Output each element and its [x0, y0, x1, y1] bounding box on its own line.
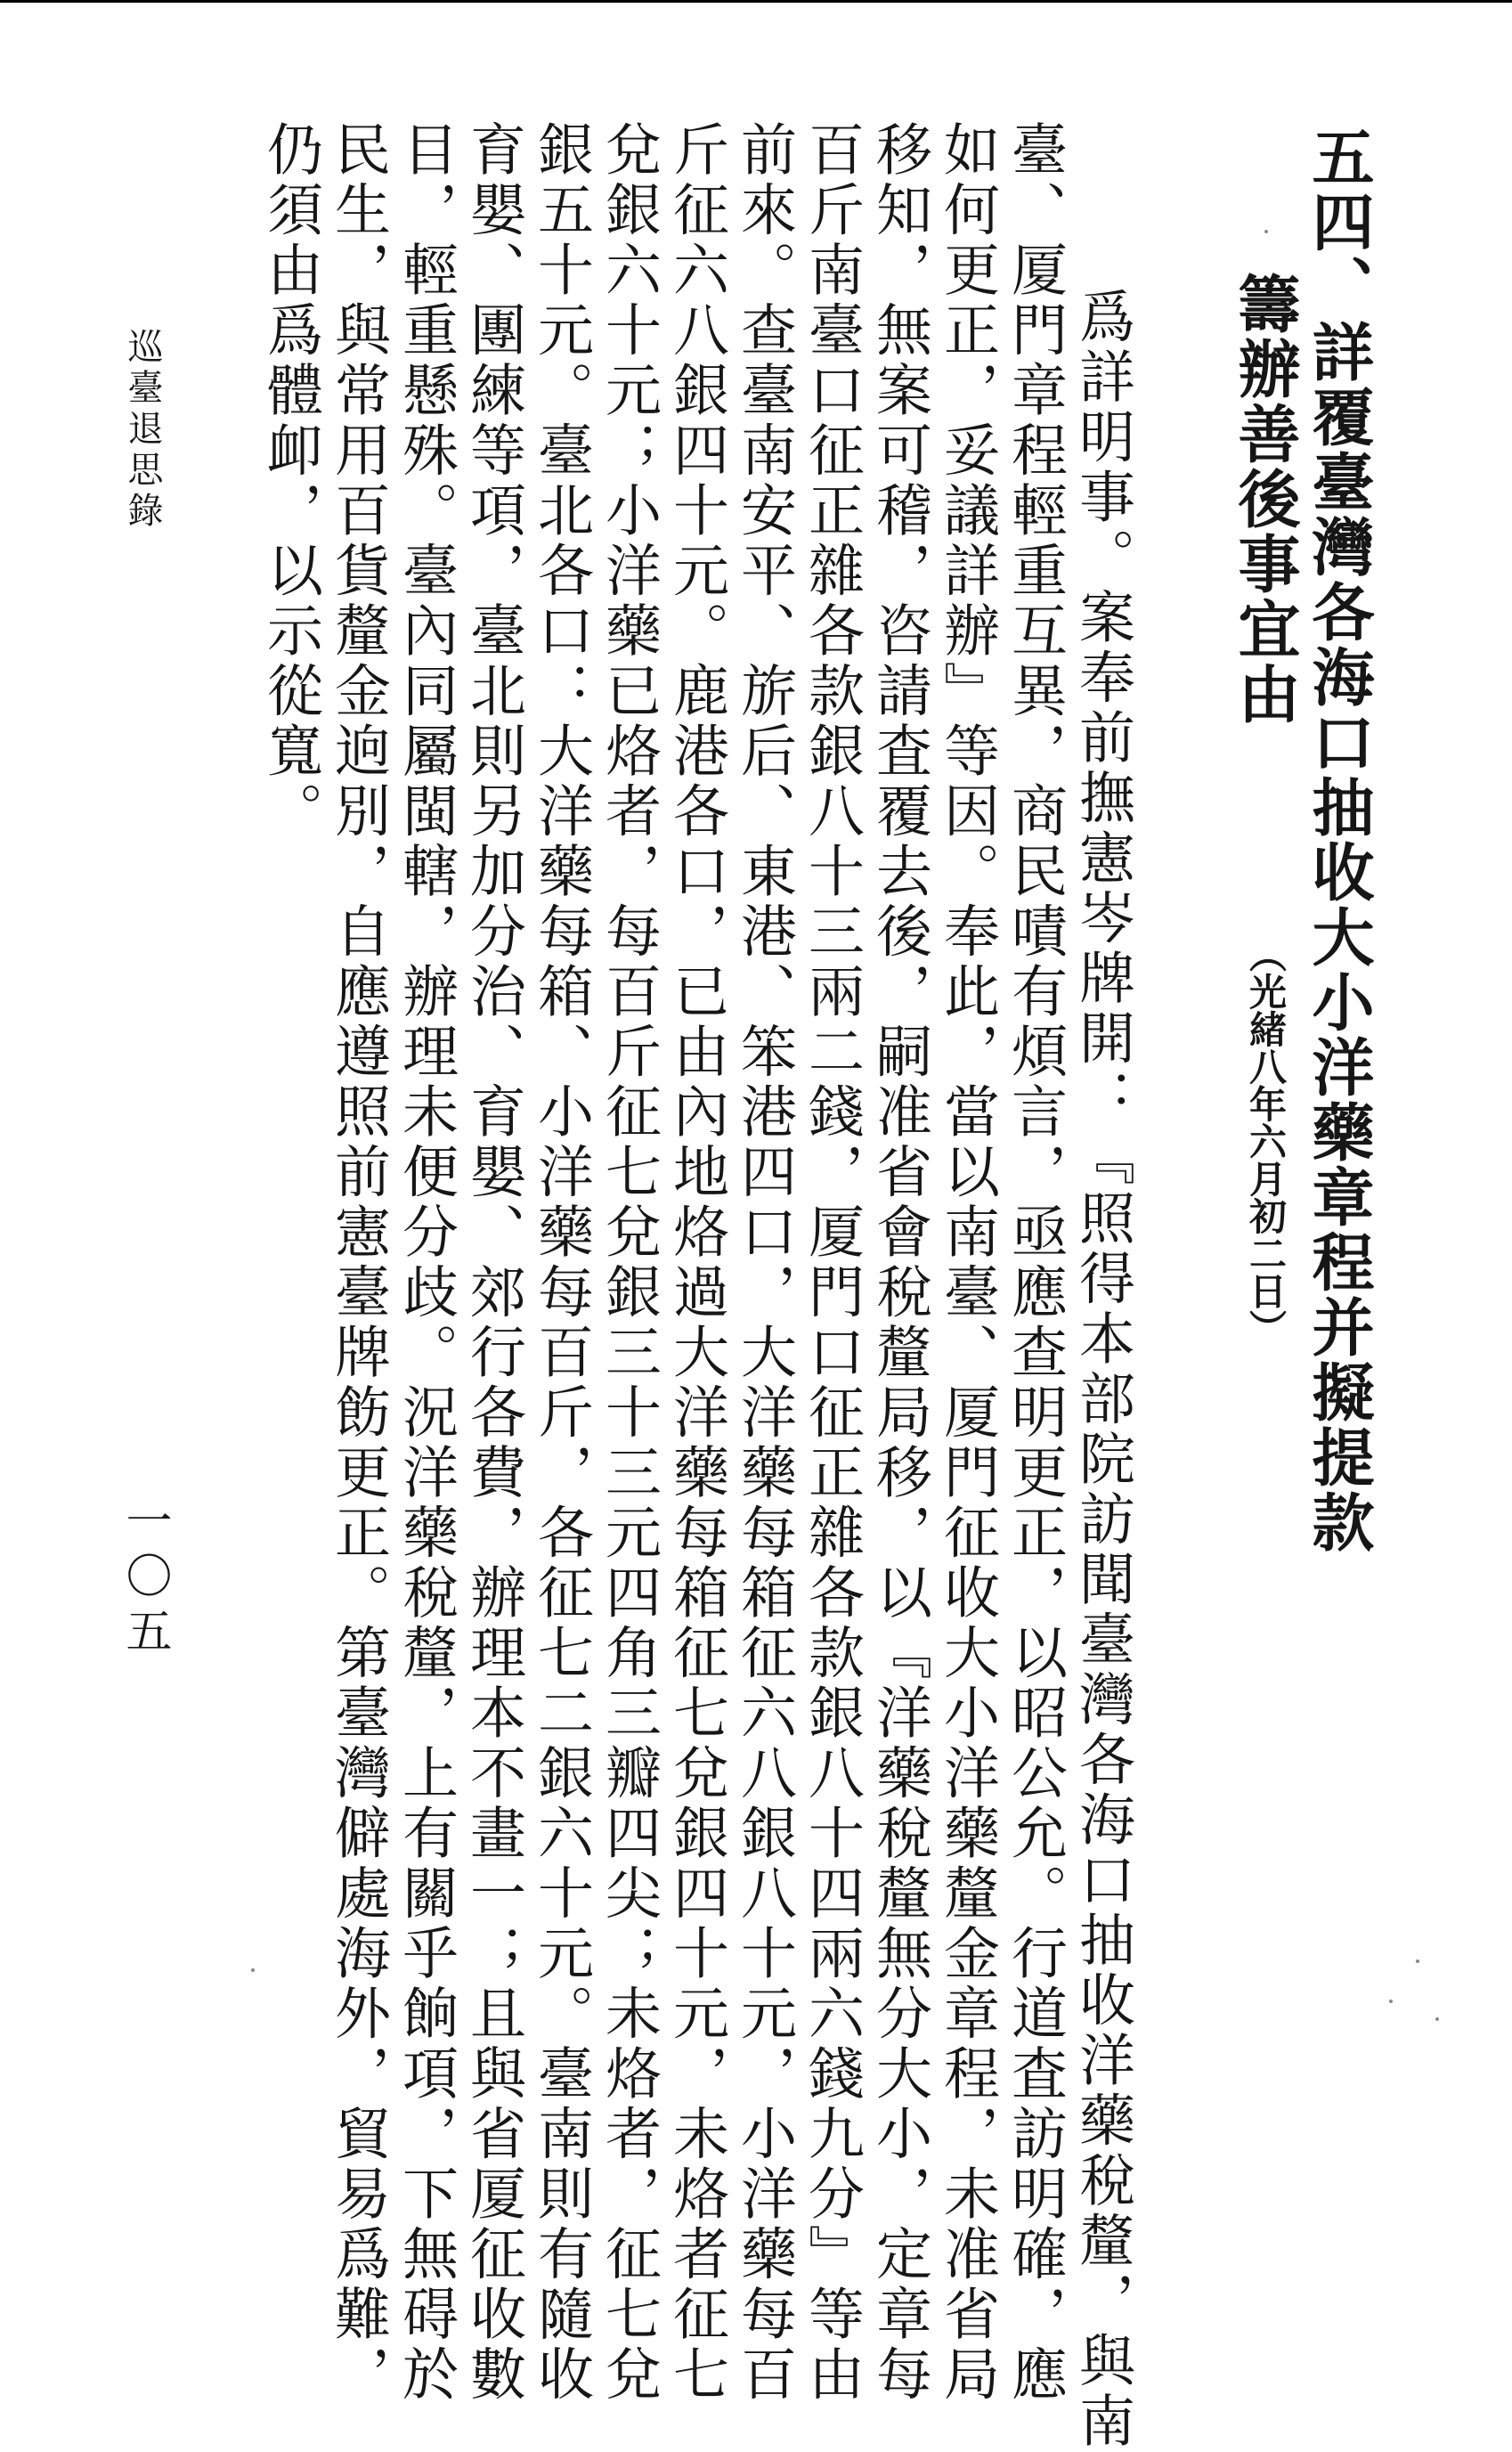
body-column: 仍須由爲體卹，以示從寬。 [258, 120, 323, 842]
scan-speck [1435, 2017, 1439, 2021]
body-column: 目，輕重懸殊。臺內同屬閩轄，辦理未便分歧。況洋藥稅釐，上有關乎餉項，下無碍於 [394, 120, 459, 2405]
body-column: 斤征六八銀四十元。鹿港各口，已由內地烙過大洋藥每箱征七兌銀四十元，未烙者征七 [664, 120, 729, 2405]
scan-speck [251, 1968, 255, 1972]
body-column: 百斤南臺口征正雜各款銀八十三兩二錢，厦門口征正雜各款銀八十四兩六錢九分』等由 [800, 120, 865, 2405]
page-number: 一〇五 [118, 1496, 171, 1662]
body-column: 兌銀六十元；小洋藥已烙者，每百斤征七兌銀三十三元四角三瓣四尖；未烙者，征七兌 [597, 120, 662, 2405]
body-column: 育嬰、團練等項，臺北則另加分治、育嬰、郊行各費，辦理本不畫一；且與省厦征收數 [461, 120, 526, 2405]
body-column: 臺、厦門章程輕重互異，商民嘖有煩言，亟應查明更正，以昭公允。行道査訪明確，應 [1003, 120, 1068, 2405]
section-heading-line1: 五四、詳覆臺灣各海口抽收大小洋藥章程并擬提款 [1302, 125, 1376, 1555]
scan-speck [1264, 230, 1268, 233]
body-column: 前來。查臺南安平、旂后、東港、笨港四口，大洋藥每箱征六八銀八十元，小洋藥每百 [732, 120, 797, 2405]
body-column: 爲詳明事。案奉前撫憲岑牌開：『照得本部院訪聞臺灣各海口抽收洋藥稅釐，與南 [1070, 227, 1135, 2452]
top-border-line [0, 0, 1512, 3]
body-column: 移知，無案可稽，咨請査覆去後，嗣准省會稅釐局移，以『洋藥稅釐無分大小，定章每 [867, 120, 932, 2405]
body-column: 如何更正，妥議詳辦』等因。奉此，當以南臺、厦門征收大小洋藥釐金章程，未准省局 [935, 120, 1000, 2405]
scan-speck [1416, 1959, 1419, 1963]
book-title-footer: 巡臺退思錄 [122, 328, 163, 533]
section-heading-line2: 籌辦善後事宜由 [1228, 272, 1302, 727]
scan-speck [1389, 2000, 1393, 2003]
body-column: 銀五十元。臺北各口：大洋藥每箱、小洋藥每百斤，各征七二銀六十元。臺南則有隨收 [529, 120, 594, 2405]
heading-date: （光緒八年六月初二日） [1244, 935, 1288, 1347]
body-column: 民生，與常用百貨釐金逈別，自應遵照前憲臺牌飭更正。第臺灣僻處海外，貿易爲難， [326, 120, 391, 2405]
